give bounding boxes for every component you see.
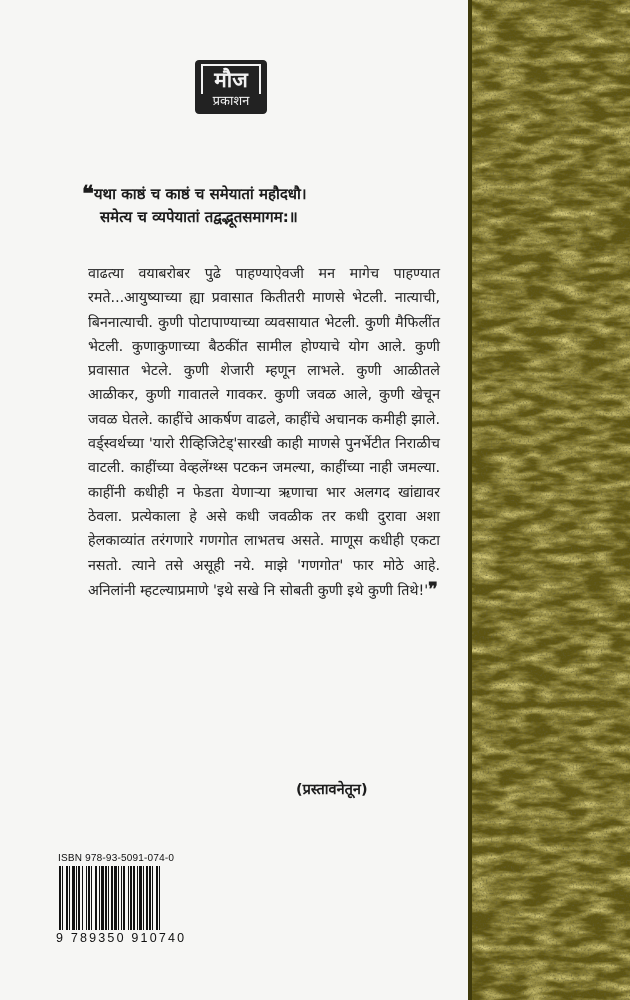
barcode-bar bbox=[95, 866, 97, 930]
texture-graphic bbox=[468, 0, 630, 1000]
barcode-bar bbox=[66, 866, 68, 930]
barcode-bar bbox=[121, 866, 122, 930]
gold-textured-strip bbox=[468, 0, 630, 1000]
barcode-bar bbox=[123, 866, 125, 930]
barcode-bar bbox=[76, 866, 77, 930]
source-note: (प्रस्तावनेतून) bbox=[296, 782, 368, 798]
blurb-text: वाढत्या वयाबरोबर पुढे पाहण्याऐवजी मन मागेच पाहण्यात रमते...आयुष्याच्या ह्या प्रवासात कितीतरी माणसे भेटली. नात्याची, बिननात्याची. कुणी पोटापाण्याच्या व्यवसायात भेटली. कुणी मैफिलींत भेटली. कुणाकुणाच्या बैठकींत सामील होण्याचे योग आले. कुणी प्रवासात भेटले. कुणी शेजारी म्हणून लाभले. कुणी आळीतले आळीकर, कुणी गावातले गावकर. कुणी जवळ आले, कुणी खेचून जवळ घेतले. काहींचे आकर्षण वाढले, काहींचे अचानक कमीही झाले. वर्ड्स्वर्थच्या 'यारो रीव्हिजिटेड्'सारखी काही माणसे पुनर्भेटीत निराळीच वाटली. काहींच्या वेव्हलेंग्थ्स पटकन जमल्या, काहींच्या नाही जमल्या. काहींनी कधीही न फेडता येणाऱ्या ऋणाचा भार अलगद खांद्यावर ठेवला. प्रत्येकाला हे असे कधी जवळीक तर कधी दुरावा अशा हेलकाव्यांत तरंगणारे गणगोत लाभतच असते. माणूस कधीही एकटा नसतो. त्याने तसे असूही नये. माझे 'गणगोत' फार मोठे आहे. अनिलांनी म्हटल्याप्रमाणे 'इथे सखे नि सोबती कुणी इथे कुणी तिथे!' bbox=[88, 266, 440, 599]
barcode-bar bbox=[86, 866, 87, 930]
barcode-bar bbox=[78, 866, 80, 930]
sanskrit-verse bbox=[82, 183, 452, 229]
barcode-bar bbox=[152, 866, 153, 930]
publisher-logo-name: मौज bbox=[201, 64, 261, 94]
barcode-bar bbox=[156, 866, 158, 930]
verse-line-2: समेत्य च व्यपेयातां तद्वद्भूतसमागम:॥ bbox=[100, 208, 298, 226]
blurb-paragraph bbox=[88, 262, 440, 603]
barcode-bar bbox=[114, 866, 117, 930]
barcode-bar bbox=[159, 866, 160, 930]
publisher-logo bbox=[195, 60, 267, 114]
barcode bbox=[58, 866, 162, 930]
verse-line-1-text: यथा काष्ठं च काष्ठं च समेयातां महौदधौ। bbox=[93, 185, 307, 203]
isbn-label: ISBN 978-93-5091-074-0 bbox=[58, 853, 175, 864]
barcode-bar bbox=[82, 866, 83, 930]
verse-line-1 bbox=[82, 183, 452, 206]
barcode-bar bbox=[91, 866, 92, 930]
barcode-bar bbox=[59, 866, 61, 930]
barcode-bar bbox=[72, 866, 75, 930]
barcode-bar bbox=[149, 866, 151, 930]
barcode-bar bbox=[139, 866, 142, 930]
barcode-bar bbox=[101, 866, 104, 930]
barcode-bar bbox=[137, 866, 138, 930]
barcode-bar bbox=[143, 866, 144, 930]
barcode-bar bbox=[105, 866, 107, 930]
publisher-logo-subtitle: प्रकाशन bbox=[212, 94, 250, 109]
barcode-bar bbox=[146, 866, 148, 930]
isbn-digits: 9 789350 910740 bbox=[56, 931, 187, 945]
barcode-bar bbox=[128, 866, 129, 930]
barcode-bar bbox=[111, 866, 113, 930]
barcode-bar bbox=[133, 866, 135, 930]
open-quote-mark: ❝ bbox=[82, 181, 94, 207]
barcode-bar bbox=[62, 866, 63, 930]
barcode-bar bbox=[118, 866, 119, 930]
barcode-bar bbox=[108, 866, 109, 930]
barcode-bar bbox=[99, 866, 100, 930]
close-quote-mark: ❞ bbox=[428, 578, 438, 600]
barcode-bar bbox=[69, 866, 70, 930]
barcode-bar bbox=[130, 866, 132, 930]
barcode-bar bbox=[88, 866, 90, 930]
